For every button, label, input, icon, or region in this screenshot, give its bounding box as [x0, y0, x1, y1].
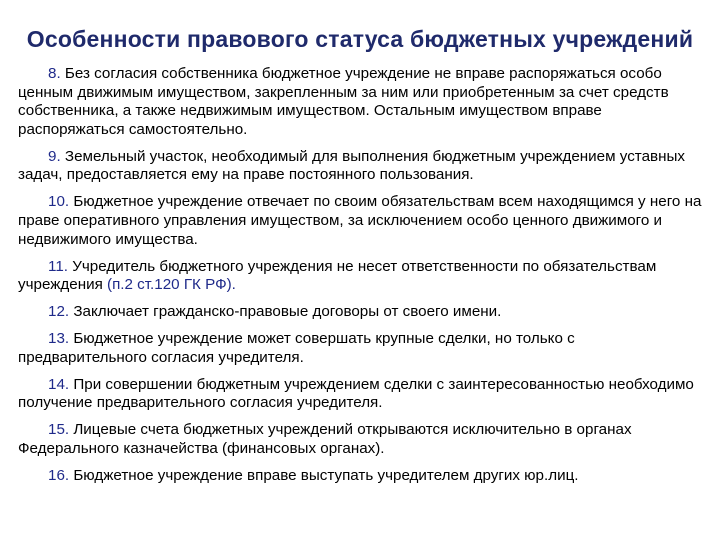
- paragraph-16: [18, 467, 702, 486]
- paragraph-number: 13.: [48, 330, 70, 348]
- paragraph-text: Учредитель бюджетного учреждения не несет ответственности по обязательствам учреждения: [18, 257, 657, 294]
- paragraph-12: [18, 303, 702, 322]
- paragraph-number: 16.: [48, 466, 70, 484]
- paragraph-number: 15.: [48, 421, 70, 439]
- paragraph-text: Лицевые счета бюджетных учреждений открываются исключительно в органах Федерального казначейства (финансовых органах).: [18, 421, 632, 457]
- paragraph-text: Бюджетное учреждение вправе выступать учредителем других юр.лиц.: [69, 466, 579, 484]
- legal-reference: (п.2 ст.120 ГК РФ).: [107, 276, 236, 294]
- paragraph-15: [18, 421, 702, 458]
- paragraph-text: При совершении бюджетным учреждением сделки с заинтересованностью необходимо получение предварительного согласия учредителя.: [18, 375, 694, 412]
- paragraph-number: 9.: [48, 147, 61, 165]
- paragraph-13: [18, 330, 702, 367]
- paragraph-10: [18, 193, 702, 249]
- slide-title: Особенности правового статуса бюджетных учреждений: [26, 26, 694, 52]
- paragraph-text: Без согласия собственника бюджетное учреждение не вправе распоряжаться особо ценным движимым имуществом, закрепленным за ним или приобретенным за счет средств собственника, а также недвижимым имуществом. Остальным имуществом вправе распоряжаться самостоятельно.: [18, 65, 669, 138]
- paragraph-text: Бюджетное учреждение отвечает по своим обязательствам всем находящимся у него на праве оперативного управления имуществом, за исключением особо ценного движимого и недвижимого имущества.: [18, 193, 702, 248]
- paragraph-11: [18, 258, 702, 295]
- paragraph-number: 10.: [48, 193, 70, 211]
- paragraph-text: Заключает гражданско-правовые договоры от своего имени.: [69, 303, 502, 321]
- paragraph-number: 12.: [48, 303, 70, 321]
- paragraph-14: [18, 376, 702, 413]
- paragraph-text: Бюджетное учреждение может совершать крупные сделки, но только с предварительного согласия учредителя.: [18, 330, 575, 366]
- paragraph-8: [18, 65, 702, 139]
- paragraph-number: 11.: [48, 257, 68, 275]
- paragraph-9: [18, 148, 702, 185]
- paragraph-text: Земельный участок, необходимый для выполнения бюджетным учреждением уставных задач, предоставляется ему на праве постоянного пользования.: [18, 147, 685, 184]
- paragraph-number: 8.: [48, 65, 61, 82]
- paragraph-number: 14.: [48, 375, 70, 393]
- slide-body: [18, 65, 702, 494]
